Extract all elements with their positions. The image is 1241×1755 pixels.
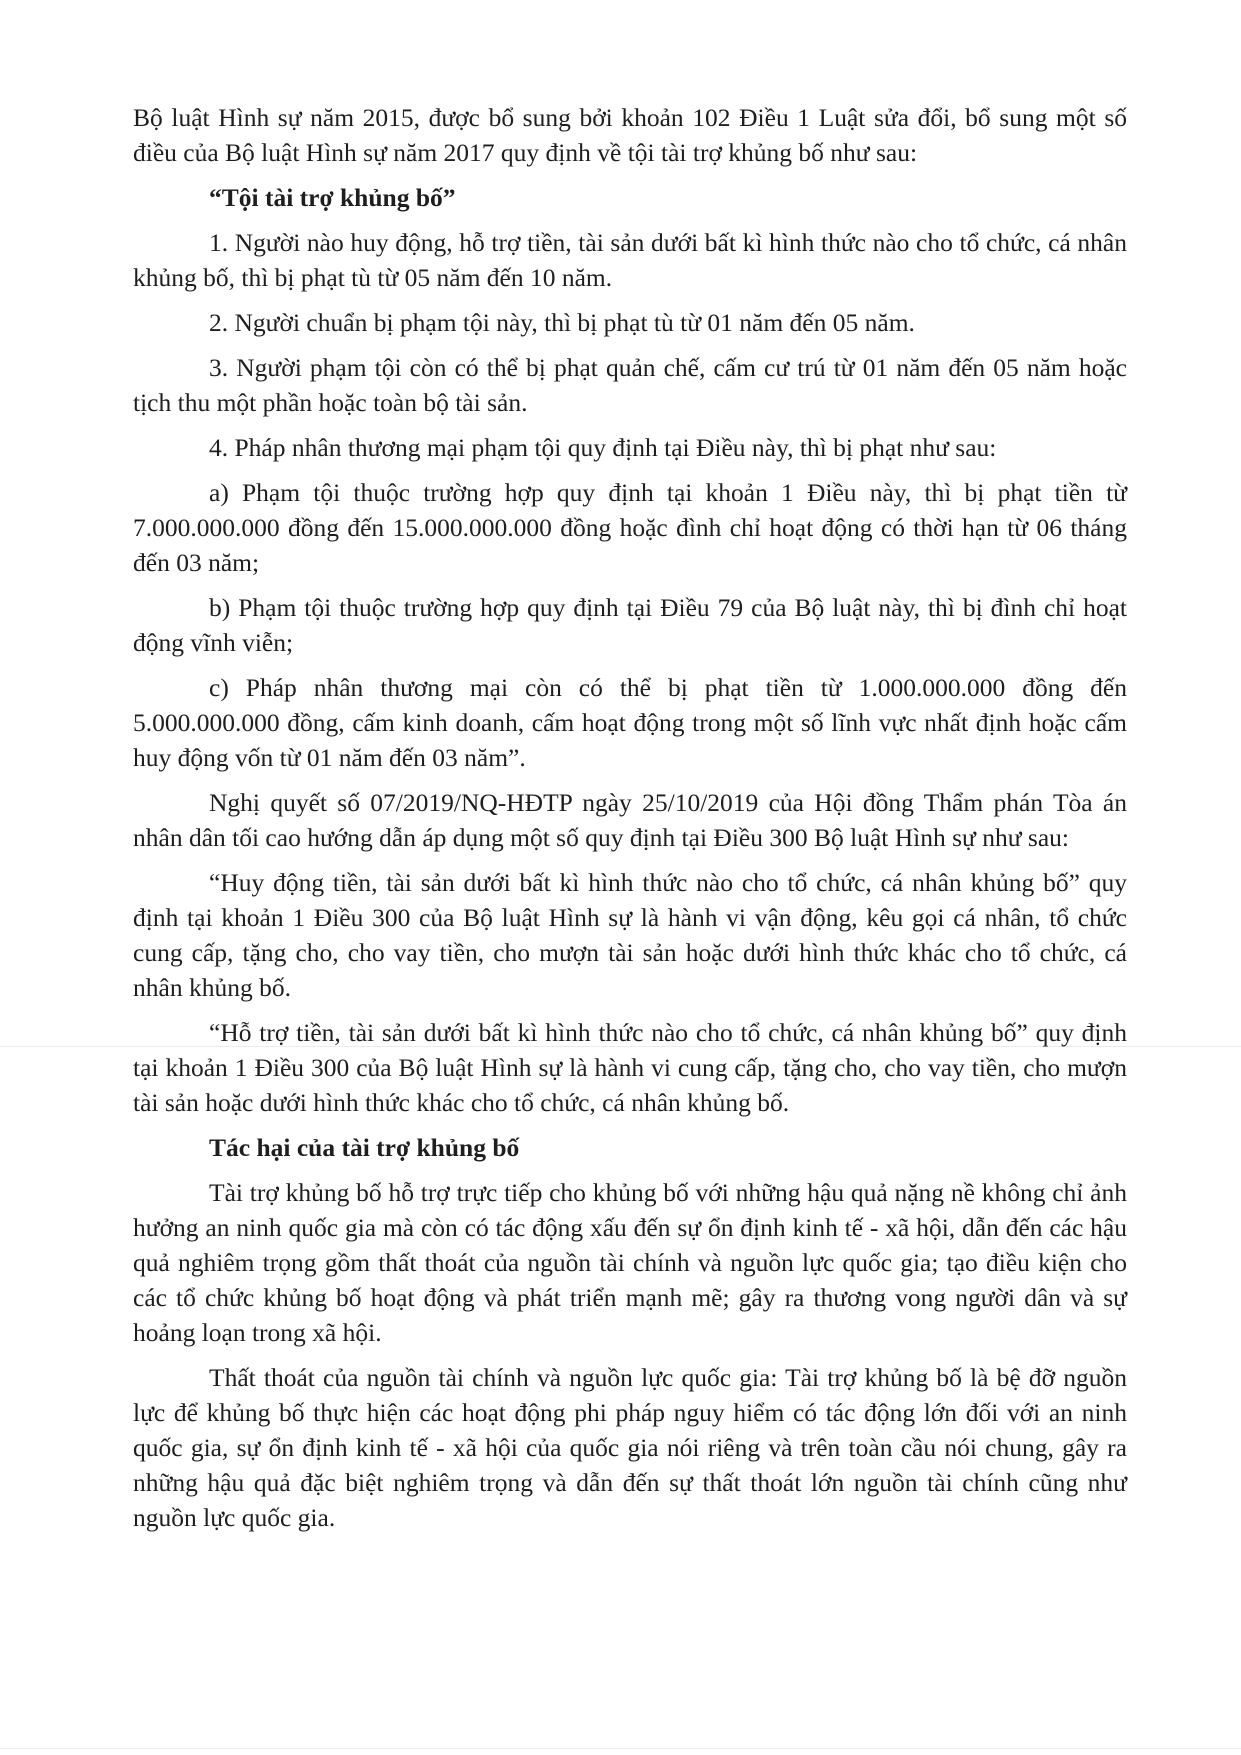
scan-artifact-line bbox=[0, 1748, 1241, 1749]
support-definition: “Hỗ trợ tiền, tài sản dưới bất kì hình thức nào cho tổ chức, cá nhân khủng bố” quy định tại khoản 1 Điều 300 của Bộ luật Hình sự là hành vi cung cấp, tặng cho, cho vay tiền, cho mượn tài sản hoặc dưới hình thức khác cho tổ chức, cá nhân khủng bố. bbox=[133, 1018, 1127, 1117]
intro-paragraph: Bộ luật Hình sự năm 2015, được bổ sung bởi khoản 102 Điều 1 Luật sửa đổi, bổ sung một số điều của Bộ luật Hình sự năm 2017 quy định về tội tài trợ khủng bố như sau: bbox=[133, 103, 1127, 167]
clause-4: 4. Pháp nhân thương mại phạm tội quy định tại Điều này, thì bị phạt như sau: bbox=[209, 433, 997, 462]
harm-paragraph: Tài trợ khủng bố hỗ trợ trực tiếp cho khủng bố với những hậu quả nặng nề không chỉ ảnh hưởng an ninh quốc gia mà còn có tác động xấu đến sự ổn định kinh tế - xã hội, dẫn đến các hậu quả nghiêm trọng gồm thất thoát của nguồn tài chính và nguồn lực quốc gia; tạo điều kiện cho các tổ chức khủng bố hoạt động và phát triển mạnh mẽ; gây ra thương vong người dân và sự hoảng loạn trong xã hội. bbox=[133, 1178, 1127, 1347]
loss-paragraph: Thất thoát của nguồn tài chính và nguồn lực quốc gia: Tài trợ khủng bố là bệ đỡ nguồn lực để khủng bố thực hiện các hoạt động phi pháp nguy hiểm có tác động lớn đối với an ninh quốc gia, sự ổn định kinh tế - xã hội của quốc gia nói riêng và trên toàn cầu nói chung, gây ra những hậu quả đặc biệt nghiêm trọng và dẫn đến sự thất thoát lớn nguồn tài chính cũng như nguồn lực quốc gia. bbox=[133, 1363, 1127, 1532]
resolution-paragraph: Nghị quyết số 07/2019/NQ-HĐTP ngày 25/10/2019 của Hội đồng Thẩm phán Tòa án nhân dân tối cao hướng dẫn áp dụng một số quy định tại Điều 300 Bộ luật Hình sự như sau: bbox=[133, 788, 1127, 852]
document-body bbox=[133, 100, 1127, 1545]
clause-3: 3. Người phạm tội còn có thể bị phạt quản chế, cấm cư trú từ 01 năm đến 05 năm hoặc tịch thu một phần hoặc toàn bộ tài sản. bbox=[133, 353, 1127, 417]
clause-4b: b) Phạm tội thuộc trường hợp quy định tại Điều 79 của Bộ luật này, thì bị đình chỉ hoạt động vĩnh viễn; bbox=[133, 593, 1127, 657]
section-heading: Tác hại của tài trợ khủng bố bbox=[209, 1133, 520, 1162]
clause-4c: c) Pháp nhân thương mại còn có thể bị phạt tiền từ 1.000.000.000 đồng đến 5.000.000.000 đồng, cấm kinh doanh, cấm hoạt động trong một số lĩnh vực nhất định hoặc cấm huy động vốn từ 01 năm đến 03 năm”. bbox=[133, 673, 1127, 772]
clause-4a: a) Phạm tội thuộc trường hợp quy định tại khoản 1 Điều này, thì bị phạt tiền từ 7.000.000.000 đồng đến 15.000.000.000 đồng hoặc đình chỉ hoạt động có thời hạn từ 06 tháng đến 03 năm; bbox=[133, 478, 1127, 577]
article-title: “Tội tài trợ khủng bố” bbox=[209, 183, 456, 212]
clause-1: 1. Người nào huy động, hỗ trợ tiền, tài sản dưới bất kì hình thức nào cho tổ chức, cá nhân khủng bố, thì bị phạt tù từ 05 năm đến 10 năm. bbox=[133, 228, 1127, 292]
clause-2: 2. Người chuẩn bị phạm tội này, thì bị phạt tù từ 01 năm đến 05 năm. bbox=[209, 308, 915, 337]
mobilize-definition: “Huy động tiền, tài sản dưới bất kì hình thức nào cho tổ chức, cá nhân khủng bố” quy định tại khoản 1 Điều 300 của Bộ luật Hình sự là hành vi vận động, kêu gọi cá nhân, tổ chức cung cấp, tặng cho, cho vay tiền, cho mượn tài sản hoặc dưới hình thức khác cho tổ chức, cá nhân khủng bố. bbox=[133, 868, 1127, 1002]
